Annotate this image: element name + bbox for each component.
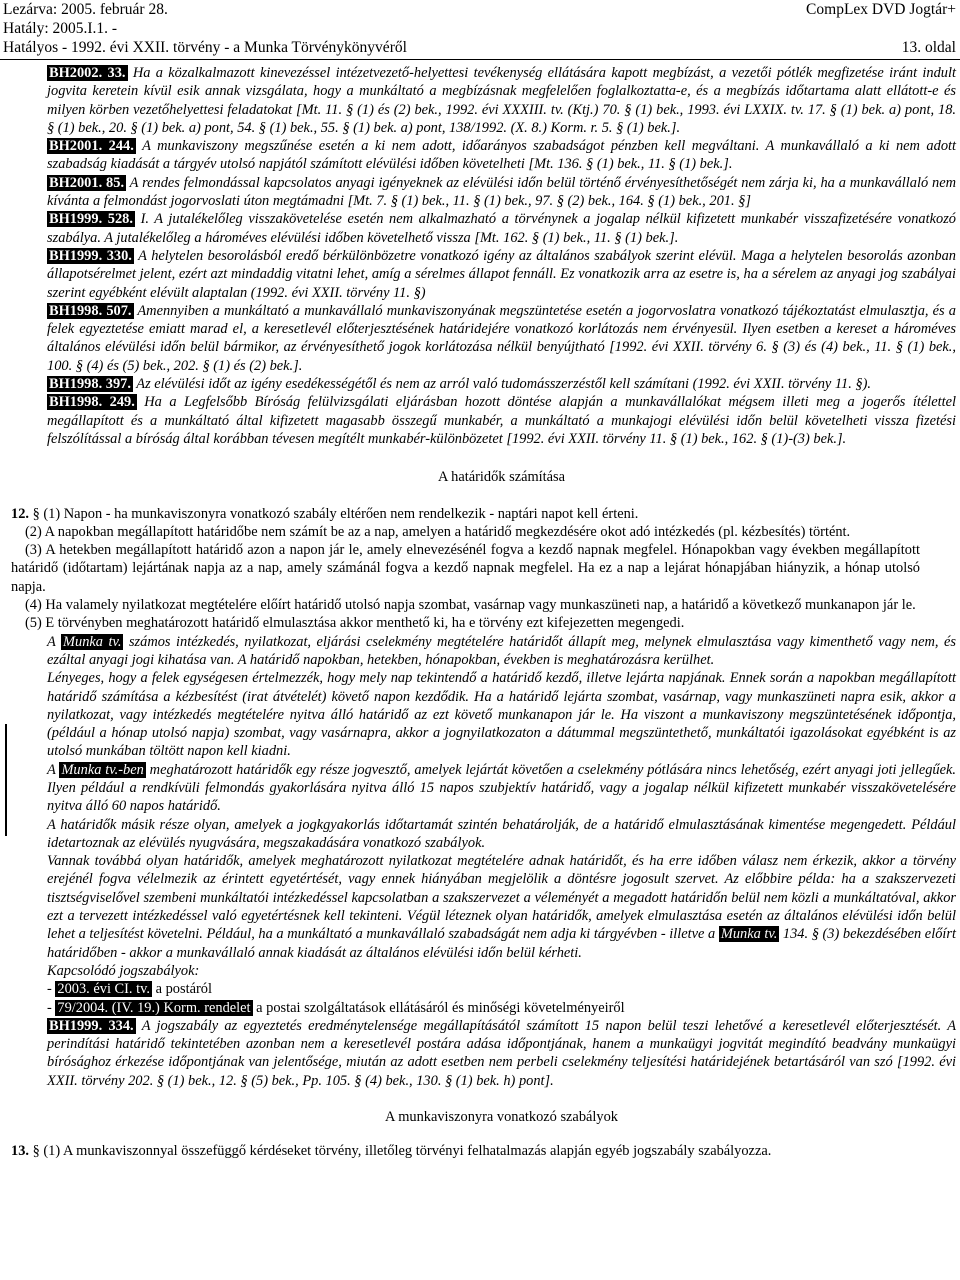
case-summary: I. A jutalékelőleg visszakövetelése esetén nem alkalmazható a törvénynek a jogalap nélkül kifizetett munkabér visszafizetésére vonatkozó szabálya. A jutalékelőleg a hároméves elévülési időben követelhető vissza [Mt. 162. § (1) bek., 11. § (1) bek.]. bbox=[47, 211, 957, 246]
product-name: CompLex DVD Jogtár+ bbox=[806, 1, 956, 18]
case-entry bbox=[47, 393, 956, 448]
comment-paragraph: Vannak továbbá olyan határidők, amelyek meghatározott nyilatkozat megtételére adnak határidőt, és ha erre időben válasz nem érkezik, akkor a törvény erejénél fogva vélelmezik az érintett egyetértését, vagy ennek hiányában megjelölik a döntésre jogosult szervet. Az előbbire példa: ha a szakszervezeti tisztségviselővel szembeni munkáltatói intézkedéssel kapcsolatban a szakszervezet a véleményét a megadott határidőn belül nem közli a munkáltatóval, akkor ezt a tervezett intézkedéssel való egyetértésnek kell tekinteni. Végül léteznek olyan határidők, amelyek elmulasztása esetén az általános elévülési időn belül lehet a teljesítést követelni. Például, ha a munkáltató a munkavállaló szabadságát nem adja ki tárgyévben - illetve a Munka tv. 134. § (3) bekezdésében előírt határidőben - akkor a munkavállaló annak kiadását az általános elévülési időn belül kérheti. bbox=[47, 853, 956, 961]
case-summary: Amennyiben a munkáltató a munkavállaló munkaviszonyának megszüntetése esetén a jogorvoslatra vonatkozó tájékoztatást elmulasztja, és a felek egyeztetése emiatt marad el, a keresetlevél előterjesztésének határidejére vonatkozó korlátozás nem érvényesül. Ilyen esetben a kereset a hároméves általános elévülési időn belül bármikor, az érvényesíthető jogok korlátozása nélkül benyújtható [1992. évi XXII. törvény 6. § (3) és (4) bek., 11. § (1) bek., 100. § (4) és (5) bek., 202. § (1) és (2) bek.]. bbox=[47, 302, 956, 374]
case-reference-link[interactable]: BH1999. 334. bbox=[49, 1017, 134, 1034]
case-entry bbox=[47, 302, 956, 375]
law-link[interactable]: Munka tv.-ben bbox=[61, 761, 144, 778]
commentary-block bbox=[47, 633, 956, 1017]
closing-date: Lezárva: 2005. február 28. bbox=[3, 1, 168, 18]
section-number: 13. bbox=[11, 1143, 29, 1160]
case-law-list bbox=[47, 1017, 956, 1090]
header-divider bbox=[0, 59, 960, 60]
related-law-item: - 2003. évi CI. tv. a postáról bbox=[47, 981, 212, 998]
comment-paragraph: A Munka tv. számos intézkedés, nyilatkozat, eljárási cselekmény megtételére határidőt állapít meg, melynek elmulasztása vagy kimenthető vagy nem, és ezáltal anyagi jogi kihatása van. A határidő napokban, hetekben, hónapokban, években is meghatározásra kerülhet. bbox=[47, 633, 956, 668]
case-reference-link[interactable]: BH1998. 507. bbox=[49, 302, 132, 319]
case-summary: A rendes felmondással kapcsolatos anyagi igényeknek az elévülési időn belül történő érvényesíthetőségét nem zárja ki, ha a munkavállaló nem kívánta a felmondást jogorvoslati úton megtámadni [Mt. 7. § (1) bek., 11. § (1) bek., 97. § (2) bek., 164. § (1) bek., 201. §] bbox=[47, 174, 956, 210]
case-reference-link[interactable]: BH2001. 85. bbox=[49, 174, 125, 191]
case-summary: Ha a közalkalmazott kinevezéssel intézetvezető-helyettesi tevékenység ellátására kapott megbízást, a vezetői pótlék megfizetése iránt indult jogvita keretein kívül esik annak vizsgálata, hogy a munkáltató a megbízásnak megfelelően foglalkoztatta-e, és a megbízás időtartama alatt ellátott-e és milyen körben vezetőhelyettesi feladatokat [Mt. 11. § (1) és (2) bek., 1992. évi XXXIII. tv. (Ktj.) 70. § (1) bek., 1993. évi LXXIX. tv. 17. § (1) bek. a) pont, 18. § (1) bek., 20. § (1) bek. a) pont, 54. § (1) bek., 55. § (1) bek. a) pont, 138/1992. (X. 8.) Korm. r. 5. § (1) bek.]. bbox=[47, 65, 956, 136]
case-summary: A helytelen besorolásból eredő bérkülönbözetre vonatkozó igény az általános szabályok szerint elévül. Maga a helytelen besorolás azonban állapotsérelmet jelent, ezért azt mindaddig vitatni lehet, amíg a sérelmes állapot fennáll. Ez vonatkozik arra az esetre is, ha a sérelem az anyagi jog szabályai szerint egyébként elévült alaptalan (1992. évi XXII. törvény 11. §) bbox=[47, 247, 956, 301]
law-link[interactable]: Munka tv. bbox=[63, 633, 122, 650]
case-entry bbox=[47, 64, 956, 137]
case-entry bbox=[47, 1017, 956, 1090]
comment-paragraph: Lényeges, hogy a felek egységesen értelmezzék, hogy mely nap tekintendő a határidő kezdő, illetve lejárta napjának. Ennek során a napokban megállapított határidő számítása a kézbesítést (irat átvételét) követő napon kezdődik. Ha a határidő lejárta szombat, vasárnap, vagy munkaszüneti napra esik, akkor a nyilatkozat, vagy intézkedés megtételére nyitva álló határidő az ezt követő munkanapon jár le. Ha viszont a munkaviszony megszüntetésének időpontja, (például a hónap utolsó napja) szombat, vagy vasárnapra, akkor a jognyilatkozaton a dátummal megszüntethető, munkáltatói igazolásokat egyébként is az utolsó munkában töltött napon kell kiadni. bbox=[47, 670, 956, 760]
law-link[interactable]: 79/2004. (IV. 19.) Korm. rendelet bbox=[57, 999, 251, 1016]
related-law-item: - 79/2004. (IV. 19.) Korm. rendelet a postai szolgáltatások ellátásáról és minőségi követelményeiről bbox=[47, 999, 625, 1016]
case-entry bbox=[47, 137, 956, 174]
case-entry bbox=[47, 247, 956, 302]
document-body bbox=[11, 64, 957, 1161]
page-number: 13. oldal bbox=[901, 39, 956, 56]
case-reference-link[interactable]: BH2001. 244. bbox=[49, 138, 134, 155]
comment-margin-bar bbox=[5, 724, 7, 836]
paragraph: (5) E törvényben meghatározott határidő elmulasztása akkor menthető ki, ha e törvény ezt kifejezetten megengedi. bbox=[25, 615, 685, 632]
paragraph: (2) A napokban megállapított határidőbe nem számít be az a nap, amelyen a határidő megkezdésére okot adó intézkedés (pl. kézbesítés) történt. bbox=[25, 523, 851, 540]
section-number: 12. bbox=[11, 505, 29, 522]
page-header bbox=[0, 0, 960, 58]
comment-paragraph: A határidők másik része olyan, amelyek a jogkgyakorlás időtartamát szintén behatárolják, de a határidő elmulasztásának kimentése megengedett. Például idetartoznak az elévülés nyugvására, megszakadására vonatkozó szabályok. bbox=[47, 816, 956, 851]
case-summary: Az elévülési időt az igény esedékességétől és nem az arról való tudomásszerzéstől kell számítani (1992. évi XXII. törvény 11. §). bbox=[132, 376, 871, 393]
section-13 bbox=[11, 1142, 920, 1160]
comment-paragraph: A Munka tv.-ben meghatározott határidők egy része jogvesztő, amelyek lejártát követően a cselekmény pótlására nincs lehetőség, ezért anyagi joti jellegűek. Ilyen például a rendkívüli felmondás gyakorlására nyitva álló 15 napos szubjektív határidő, vagy a jogalap nélkül kifizetett munkabér visszakövetelésére nyitva álló 60 napos határidő. bbox=[47, 761, 956, 815]
paragraph: 12. § (1) Napon - ha munkaviszonyra vonatkozó szabály eltérően nem rendelkezik - naptári napot kell érteni. bbox=[11, 505, 639, 522]
case-summary: A munkaviszony megszűnése esetén a ki nem adott, időarányos szabadságot pénzben kell megváltani. A munkavállaló a ki nem adott szabadság kiadását a tárgyév utolsó napjától számított elévülési időben követelheti [Mt. 136. § (1) bek., 11. § (1) bek.]. bbox=[47, 138, 957, 173]
case-reference-link[interactable]: BH1998. 249. bbox=[49, 394, 135, 411]
case-entry bbox=[47, 210, 956, 247]
paragraph: (4) Ha valamely nyilatkozat megtételére előírt határidő utolsó napja szombat, vasárnap vagy munkaszüneti nap, a határidő a következő munkanapon jár le. bbox=[25, 597, 916, 614]
case-reference-link[interactable]: BH2002. 33. bbox=[49, 65, 126, 81]
case-summary: Ha a Legfelsőbb Bíróság felülvizsgálati eljárásban hozott döntése alapján a munkavállalókat mégsem illeti meg a jogerős ítélettel megállapított és a munkáltató által kifizetett magasabb összegű munkabér, a munkáltató a munkajogi elévülési időn belül követelheti vissza fizetési felszólítással a bíróság által korábban tévesen megítélt munkabér-különbözetet [1992. évi XXII. törvény 11. § (1) bek., 162. § (1)-(3) bek.]. bbox=[47, 394, 956, 447]
section-12 bbox=[11, 505, 920, 633]
case-entry bbox=[47, 174, 956, 211]
case-summary: A jogszabály az egyeztetés eredménytelensége megállapításától számított 15 napon belül teszi lehetővé a keresetlevél előterjesztését. A perindítási határidő tekintetében azonban nem a keresetlevél postára adása időpontjának, hanem a munkaügyi jogvitát megindító beadvány munkaügyi bírósághoz érkezése időpontjának van jelentősége, miután az adott esetben nem perbeli cselekmény teljesítési határidejének betartásáról van szó [1992. évi XXII. törvény 202. § (1) bek., 12. § (5) bek., Pp. 105. § (4) bek., 130. § (1) bek. h) pont]. bbox=[47, 1017, 957, 1089]
law-title: Hatályos - 1992. évi XXII. törvény - a Munka Törvénykönyvéről bbox=[3, 39, 407, 56]
case-reference-link[interactable]: BH1998. 397. bbox=[49, 376, 131, 393]
paragraph: (3) A hetekben megállapított határidő azon a napon jár le, amely elnevezésénél fogva a kezdő napnak megfelel. Hónapokban vagy években megállapított határidő (időtartam) lejártának napja az a nap, amely számánál fogva a kezdő napnak megfelel. Ha ez a nap a lejárat hónapjában hiányzik, a hónap utolsó napja. bbox=[11, 542, 920, 595]
case-entry bbox=[47, 375, 956, 393]
effective-date: Hatály: 2005.I.1. - bbox=[3, 20, 118, 37]
law-link[interactable]: 2003. évi CI. tv. bbox=[57, 981, 150, 998]
case-reference-link[interactable]: BH1999. 528. bbox=[49, 211, 133, 228]
section-title: A munkaviszonyra vonatkozó szabályok bbox=[385, 1109, 618, 1126]
case-law-list bbox=[47, 64, 956, 448]
section-title: A határidők számítása bbox=[437, 469, 566, 486]
paragraph: 13. § (1) A munkaviszonnyal összefüggő kérdéseket törvény, illetőleg törvényi felhatalmazás alapján egyéb jogszabály szabályozza. bbox=[11, 1143, 772, 1160]
case-reference-link[interactable]: BH1999. 330. bbox=[49, 247, 132, 264]
law-link[interactable]: Munka tv. bbox=[720, 926, 778, 943]
related-laws-heading: Kapcsolódó jogszabályok: bbox=[47, 962, 200, 979]
